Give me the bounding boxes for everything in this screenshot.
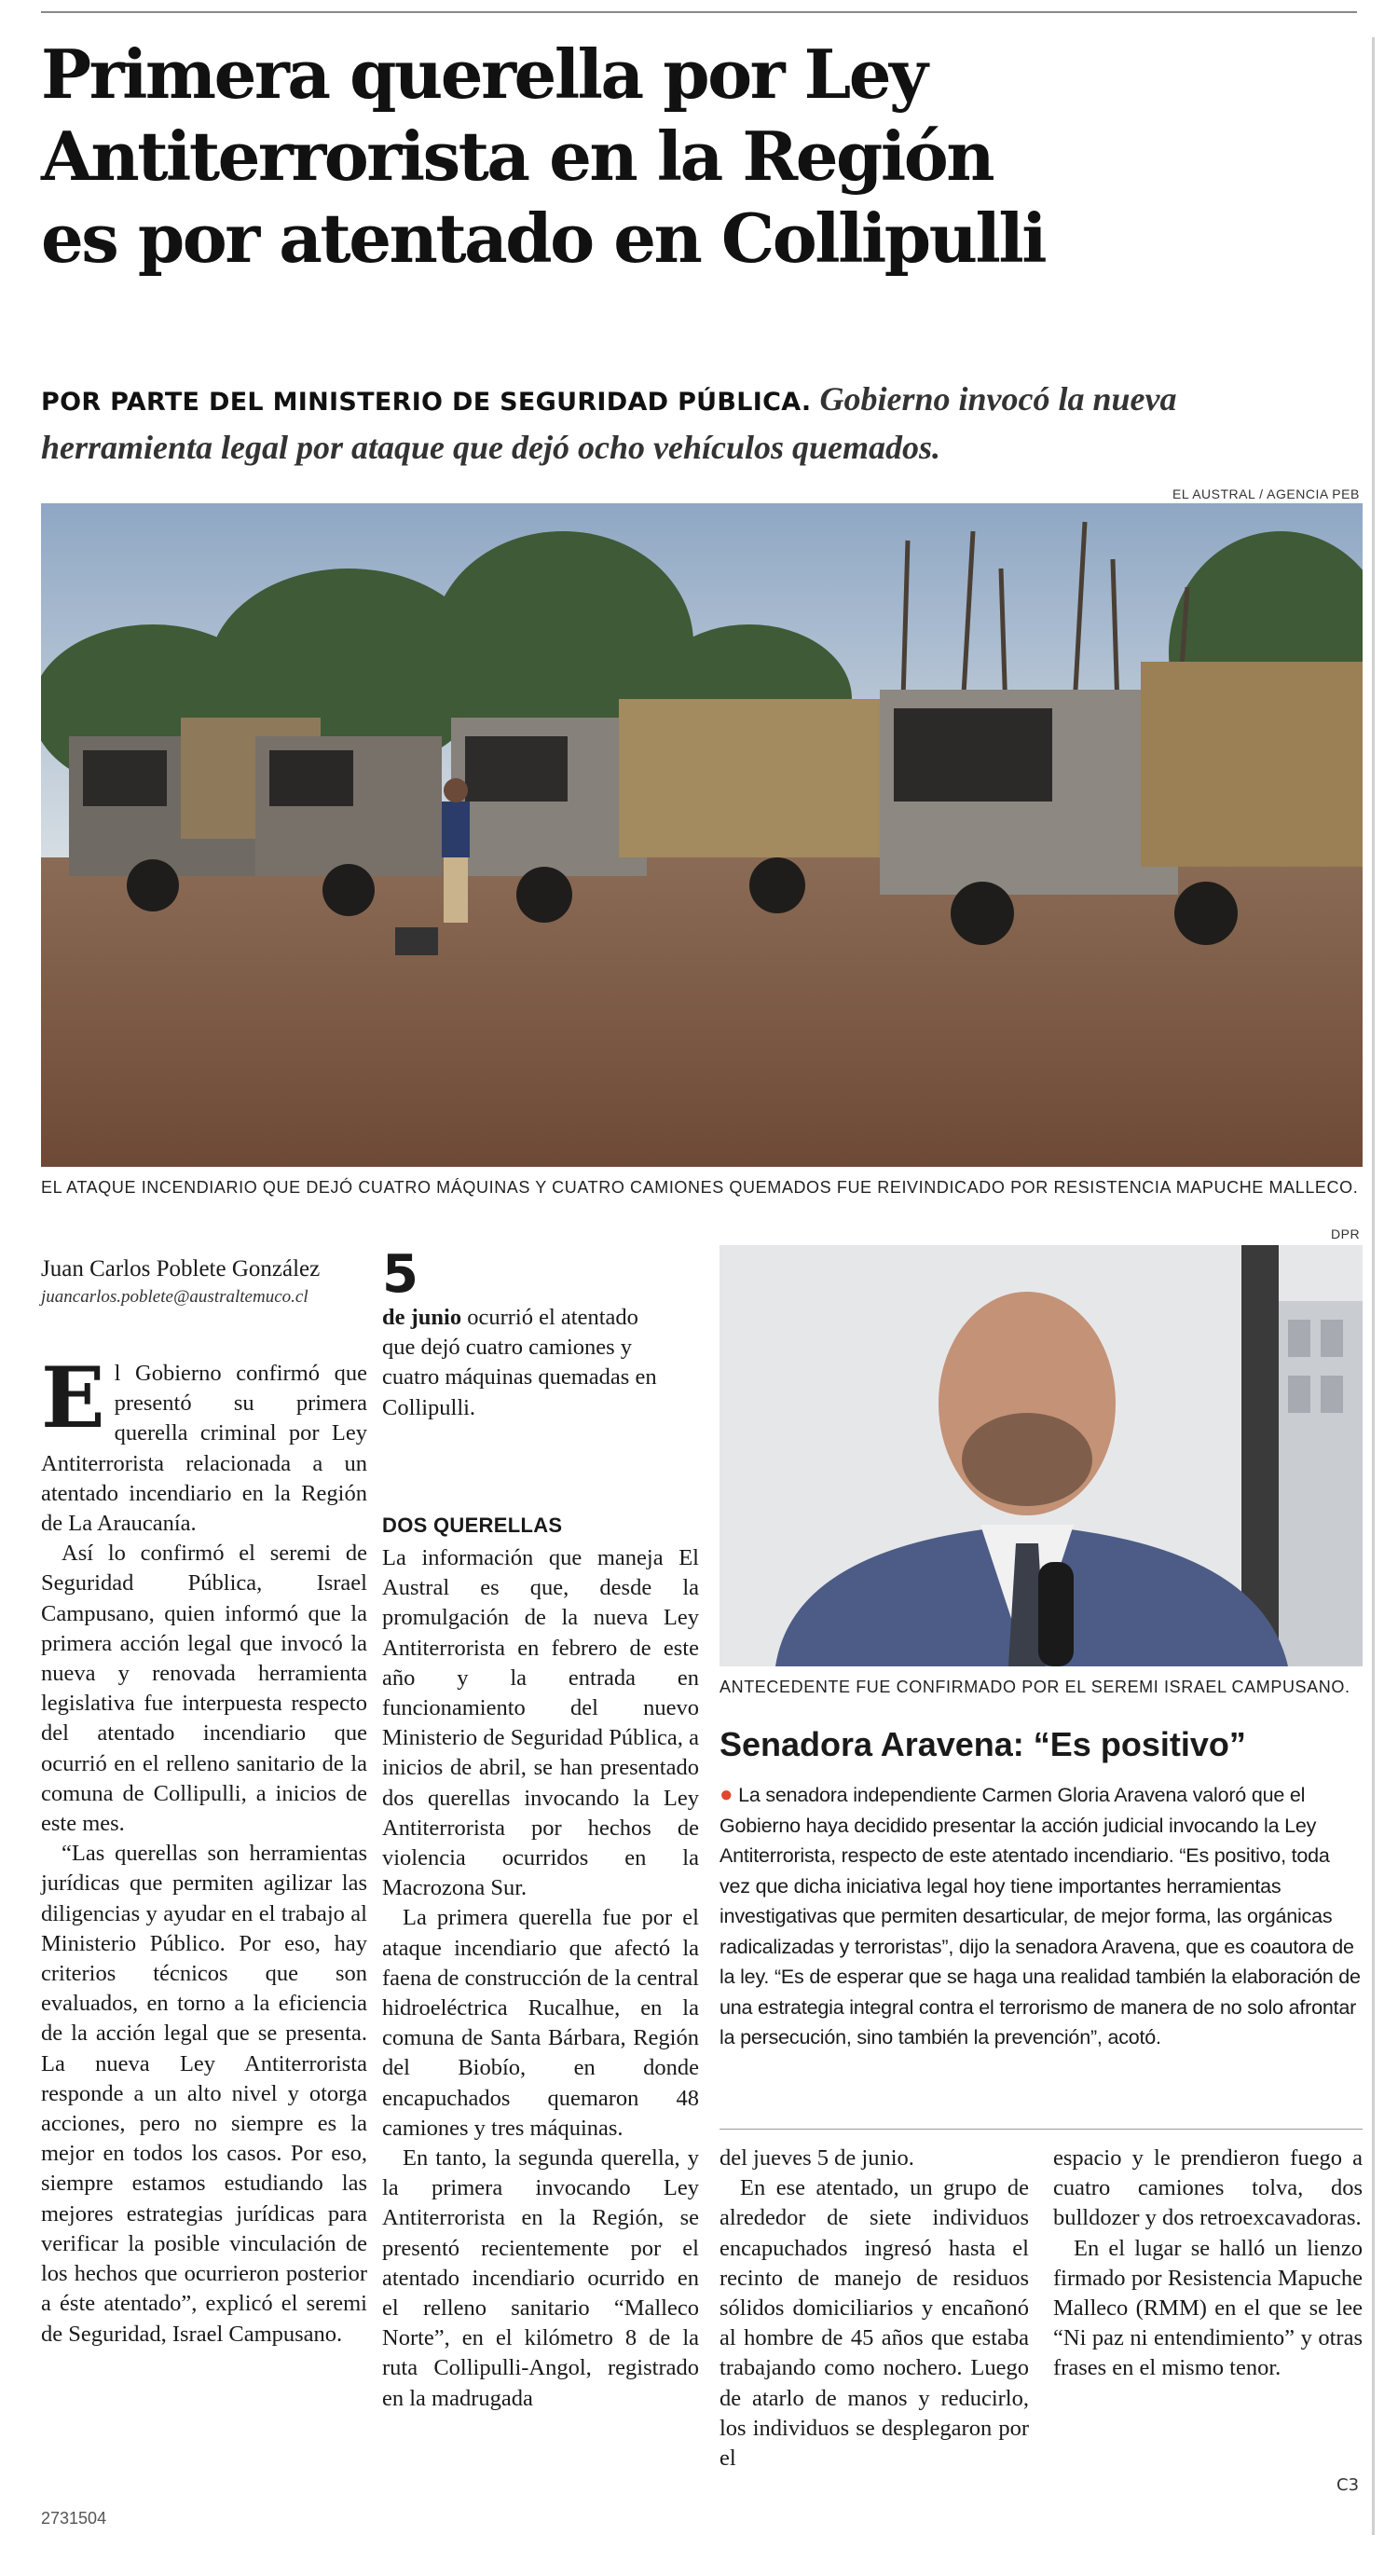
sidebar-divider	[720, 2129, 1363, 2130]
main-photo-credit: EL AUSTRAL / AGENCIA PEB	[1172, 486, 1360, 501]
page-code: 2731504	[41, 2509, 107, 2528]
end-mark: C3	[1336, 2475, 1360, 2495]
paragraph: Así lo confirmó el seremi de Seguridad Pública, Israel Campusano, quien informó que la primera acción legal que invocó la nueva y renovada herramienta legislativa fue interpuesta respecto del atentado incendiario que ocurrió en el relleno sanitario de la comuna de Collipulli, a inicios de este mes.	[41, 1541, 367, 1837]
article-column-1	[41, 1349, 367, 2350]
subheadline	[41, 377, 1355, 470]
factoid-text: ocurrió el atentado que dejó cuatro camiones y cuatro máquinas quemadas en Collipulli.	[382, 1305, 657, 1420]
sidebar-body	[720, 1780, 1363, 2053]
paragraph: La información que maneja El Austral es que, desde la promulgación de la nueva Ley Antiterrorista en febrero de este año y la entrada en funcionamiento del nuevo Ministerio de Seguridad Pública, a inicios de abril, se han presentado dos querellas invocando la Ley Antiterrorista por hechos de violencia ocurridos en la Macrozona Sur.	[382, 1545, 699, 1901]
sidebar-bullet: ●	[720, 1782, 733, 1807]
headline	[41, 34, 1364, 280]
section-heading-dos-querellas: DOS QUERELLAS	[382, 1514, 563, 1537]
portrait-photo-seremi	[720, 1245, 1363, 1666]
article-column-2	[382, 1543, 699, 2414]
byline-email: juancarlos.poblete@australtemuco.cl	[41, 1287, 308, 1307]
byline-author: Juan Carlos Poblete González	[41, 1256, 321, 1281]
sidebar-title: Senadora Aravena: “Es positivo”	[720, 1725, 1246, 1763]
article-column-4	[1053, 2144, 1363, 2384]
factoid-bold: de junio	[382, 1305, 462, 1330]
factoid-number: 5	[382, 1244, 418, 1305]
lead-text: l Gobierno confirmó que presentó su primera querella criminal por Ley Antiterrorista relacionada a un atentado incendiario en la Región de La Araucanía.	[41, 1361, 367, 1537]
paragraph: La primera querella fue por el ataque incendiario que afectó la faena de construcción de la central hidroeléctrica Rucalhue, en la comuna de Santa Bárbara, Región del Biobío, en donde encapuchados quemaron 48 camiones y tres máquinas.	[382, 1905, 699, 2141]
paragraph: En el lugar se halló un lienzo firmado por Resistencia Mapuche Malleco (RMM) en el que se lee “Ni paz ni entendimiento” y otras frases en el mismo tenor.	[1053, 2235, 1363, 2381]
main-photo-caption: EL ATAQUE INCENDIARIO QUE DEJÓ CUATRO MÁQUINAS Y CUATRO CAMIONES QUEMADOS FUE REIVINDICADO POR RESISTENCIA MAPUCHE MALLECO.	[41, 1178, 1359, 1197]
headline-line-1: Primera querella por Ley	[41, 34, 926, 114]
headline-line-2: Antiterrorista en la Región	[41, 116, 994, 196]
paragraph: del jueves 5 de junio.	[720, 2145, 914, 2171]
subhead-deck: Gobierno invocó la nueva herramienta legal por ataque que dejó ocho vehículos quemados.	[41, 380, 1177, 466]
paragraph: espacio y le prendieron fuego a cuatro camiones tolva, dos bulldozer y dos retroexcavadoras.	[1053, 2145, 1363, 2231]
portrait-caption: ANTECEDENTE FUE CONFIRMADO POR EL SEREMI ISRAEL CAMPUSANO.	[720, 1678, 1350, 1696]
factoid	[382, 1303, 662, 1423]
headline-line-3: es por atentado en Collipulli	[41, 199, 1046, 278]
drop-cap: E	[41, 1349, 105, 1447]
byline	[41, 1254, 367, 1310]
paragraph-lead	[41, 1349, 367, 1539]
sidebar-text: La senadora independiente Carmen Gloria Aravena valoró que el Gobierno haya decidido presentar la acción judicial invocando la Ley Antiterrorista, respecto de este atentado incendiario. “Es positivo, toda vez que dicha iniciativa legal hoy tiene importantes herramientas investigativas que permiten desarticular, de mejor forma, las orgánicas radicalizadas y terroristas”, dijo la senadora Aravena, que es coautora de la ley. “Es de esperar que se haga una realidad también la elaboración de una estrategia integral contra el terrorismo de manera de no solo afrontar la persecución, sino también la prevención”, acotó.	[720, 1784, 1361, 2048]
top-rule	[41, 11, 1357, 13]
paragraph: En ese atentado, un grupo de alrededor de siete individuos encapuchados ingresó hasta el recinto de manejo de residuos sólidos domiciliarios y encañonó al hombre de 45 años que estaba trabajando como nochero. Luego de atarlo de manos y reducirlo, los individuos se desplegaron por el	[720, 2175, 1029, 2472]
article-column-3	[720, 2144, 1029, 2473]
paragraph: En tanto, la segunda querella, y la primera invocando Ley Antiterrorista en la Región, se presentó recientemente por el atentado incendiario ocurrido en el relleno sanitario “Malleco Norte”, en el kilómetro 8 de la ruta Collipulli-Angol, registrado en la madrugada	[382, 2145, 699, 2411]
main-photo-burned-trucks	[41, 503, 1363, 1167]
subhead-kicker: POR PARTE DEL MINISTERIO DE SEGURIDAD PÚBLICA.	[41, 388, 812, 417]
right-margin-rule	[1372, 37, 1375, 2535]
paragraph: “Las querellas son herramientas jurídicas que permiten agilizar las diligencias y ayudar en el trabajo al Ministerio Público. Por eso, hay criterios técnicos que son evaluados, en torno a la eficiencia de la acción legal que se presenta. La nueva Ley Antiterrorista responde a un alto nivel y otorga acciones, pero no siempre es la mejor en todos los casos. Por eso, siempre estamos estudiando las mejores estrategias jurídicas para verificar la posible vinculación de los hechos que ocurrieron posterior a éste atentado”, explicó el seremi de Seguridad, Israel Campusano.	[41, 1841, 367, 2347]
portrait-credit: DPR	[1331, 1226, 1361, 1241]
